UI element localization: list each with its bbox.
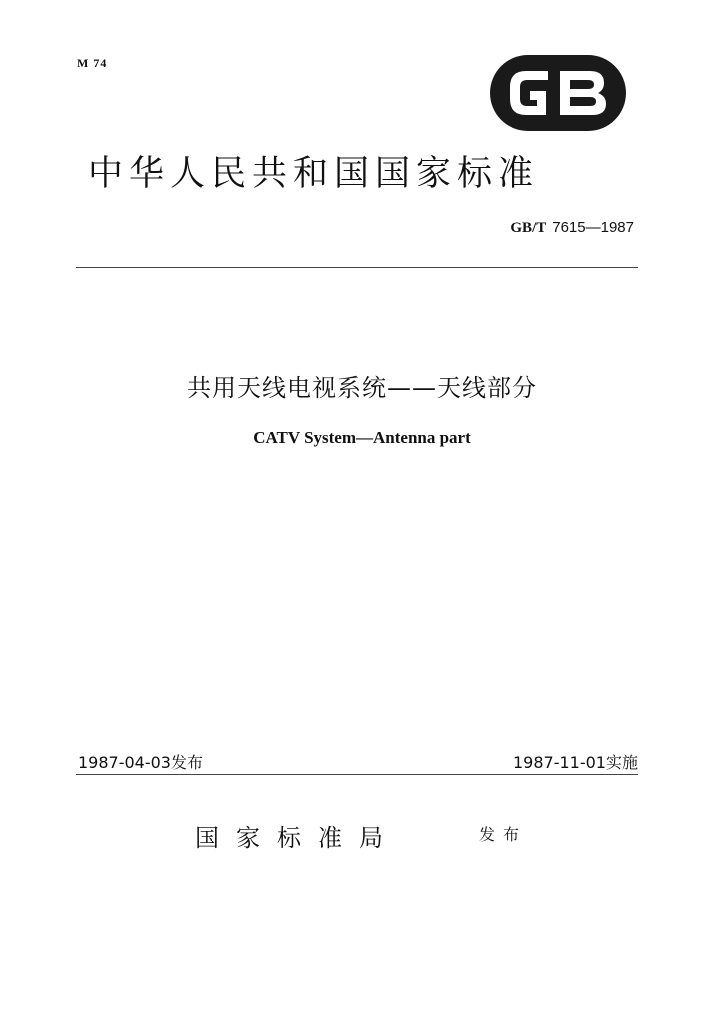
document-title-en: CATV System—Antenna part <box>253 428 471 447</box>
gb-logo-icon <box>486 53 630 133</box>
publish-label: 发布 <box>479 825 528 844</box>
top-divider <box>76 267 638 268</box>
standard-prefix: GB/T <box>510 220 547 236</box>
implementation-date: 1987-11-01实施 <box>513 753 638 772</box>
issuing-authority: 国家标准局 <box>195 824 400 852</box>
document-title-cn: 共用天线电视系统——天线部分 <box>187 374 537 402</box>
issue-date: 1987-04-03发布 <box>78 753 203 772</box>
national-standard-title: 中华人民共和国国家标准 <box>88 154 540 194</box>
standard-code: 7615—1987 <box>552 219 634 236</box>
standard-number <box>510 219 634 237</box>
classification-code: M 74 <box>77 56 108 70</box>
bottom-divider <box>76 774 638 775</box>
